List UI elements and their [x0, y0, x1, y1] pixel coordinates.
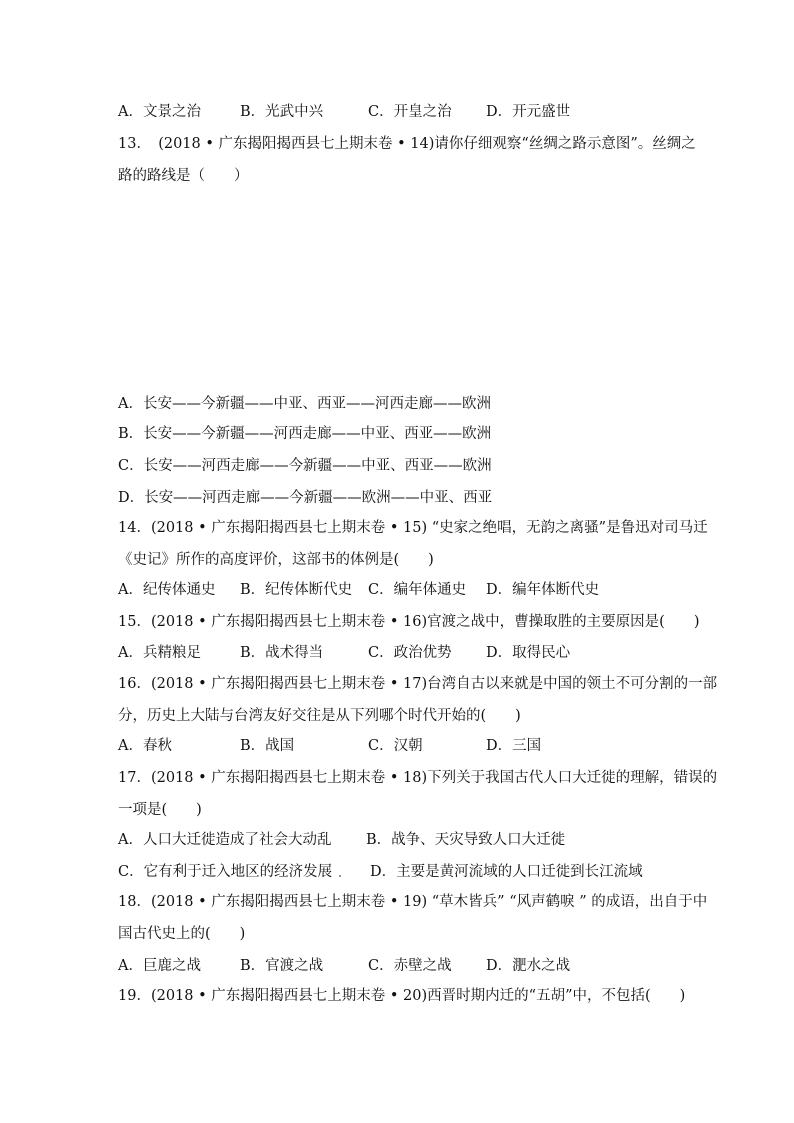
q17-option-b: B．战争、天灾导致人口大迁徙: [366, 832, 566, 848]
q17-option-c: C．它有利于迁入地区的经济发展: [118, 864, 333, 880]
q13-option-a: A．长安——今新疆——中亚、西亚——河西走廊——欧洲: [118, 396, 491, 412]
q16-option-c: C．汉朝: [368, 738, 423, 754]
q15-option-b: B．战术得当: [240, 645, 324, 661]
q18-option-d: D．淝水之战: [486, 958, 571, 974]
q15-option-c: C．政治优势: [368, 645, 452, 661]
q16-option-a: A．春秋: [118, 738, 172, 754]
q13-stem-line2: 路的路线是（ ）: [118, 168, 249, 184]
q17-option-d: D．主要是黄河流域的人口迁徙到长江流域: [370, 864, 643, 880]
q16-option-d: D．三国: [486, 738, 542, 754]
q16-option-b: B．战国: [240, 738, 295, 754]
q18-stem-line1: 18．(2018 • 广东揭阳揭西县七上期末卷 • 19) “草木皆兵” “风声鹤唳 ” 的成语，出自于中: [118, 894, 708, 910]
q14-stem-line1: 14．(2018 • 广东揭阳揭西县七上期末卷 • 15) “史家之绝唱，无韵之离骚”是鲁迅对司马迁: [118, 520, 708, 536]
q13-option-d: D．长安——河西走廊——今新疆——欧洲——中亚、西亚: [118, 490, 493, 506]
q12-option-a: A．文景之治: [118, 104, 201, 120]
q14-option-b: B．纪传体断代史: [240, 582, 353, 598]
q15-stem-line1: 15．(2018 • 广东揭阳揭西县七上期末卷 • 16)官渡之战中，曹操取胜的主要原因是( ): [118, 614, 700, 630]
q18-option-c: C．赤壁之战: [368, 958, 452, 974]
q16-stem-line1: 16．(2018 • 广东揭阳揭西县七上期末卷 • 17)台湾自古以来就是中国的领土不可分割的一部: [118, 676, 718, 692]
silk-road-map-area: [118, 192, 678, 382]
q14-stem-line2: 《史记》所作的高度评价，这部书的体例是( ): [118, 552, 434, 568]
q17-stem-line2: 一项是( ): [118, 802, 202, 818]
q18-option-b: B．官渡之战: [240, 958, 324, 974]
q12-option-c: C．开皇之治: [368, 104, 452, 120]
q13-option-c: C．长安——河西走廊——今新疆——中亚、西亚——欧洲: [118, 458, 492, 474]
q14-option-d: D．编年体断代史: [486, 582, 600, 598]
stray-dot: [339, 875, 341, 877]
q18-stem-line2: 国古代史上的( ): [118, 926, 246, 942]
q18-option-a: A．巨鹿之战: [118, 958, 201, 974]
q15-option-a: A．兵精粮足: [118, 645, 201, 661]
q14-option-a: A．纪传体通史: [118, 582, 216, 598]
q17-option-a: A．人口大迁徙造成了社会大动乱: [118, 832, 332, 848]
q19-stem-line1: 19．(2018 • 广东揭阳揭西县七上期末卷 • 20)西晋时期内迁的“五胡”中，不包括( ): [118, 988, 686, 1004]
q13-stem-line1: 13． (2018 • 广东揭阳揭西县七上期末卷 • 14)请你仔细观察“丝绸之路示意图”。丝绸之: [118, 136, 696, 152]
q12-option-b: B．光武中兴: [240, 104, 324, 120]
q14-option-c: C．编年体通史: [368, 582, 467, 598]
q17-stem-line1: 17．(2018 • 广东揭阳揭西县七上期末卷 • 18)下列关于我国古代人口大迁徙的理解，错误的: [118, 770, 718, 786]
q13-option-b: B．长安——今新疆——河西走廊——中亚、西亚——欧洲: [118, 426, 492, 442]
q16-stem-line2: 分，历史上大陆与台湾友好交往是从下列哪个时代开始的( ): [118, 708, 521, 724]
q15-option-d: D．取得民心: [486, 645, 571, 661]
q12-option-d: D．开元盛世: [486, 104, 571, 120]
